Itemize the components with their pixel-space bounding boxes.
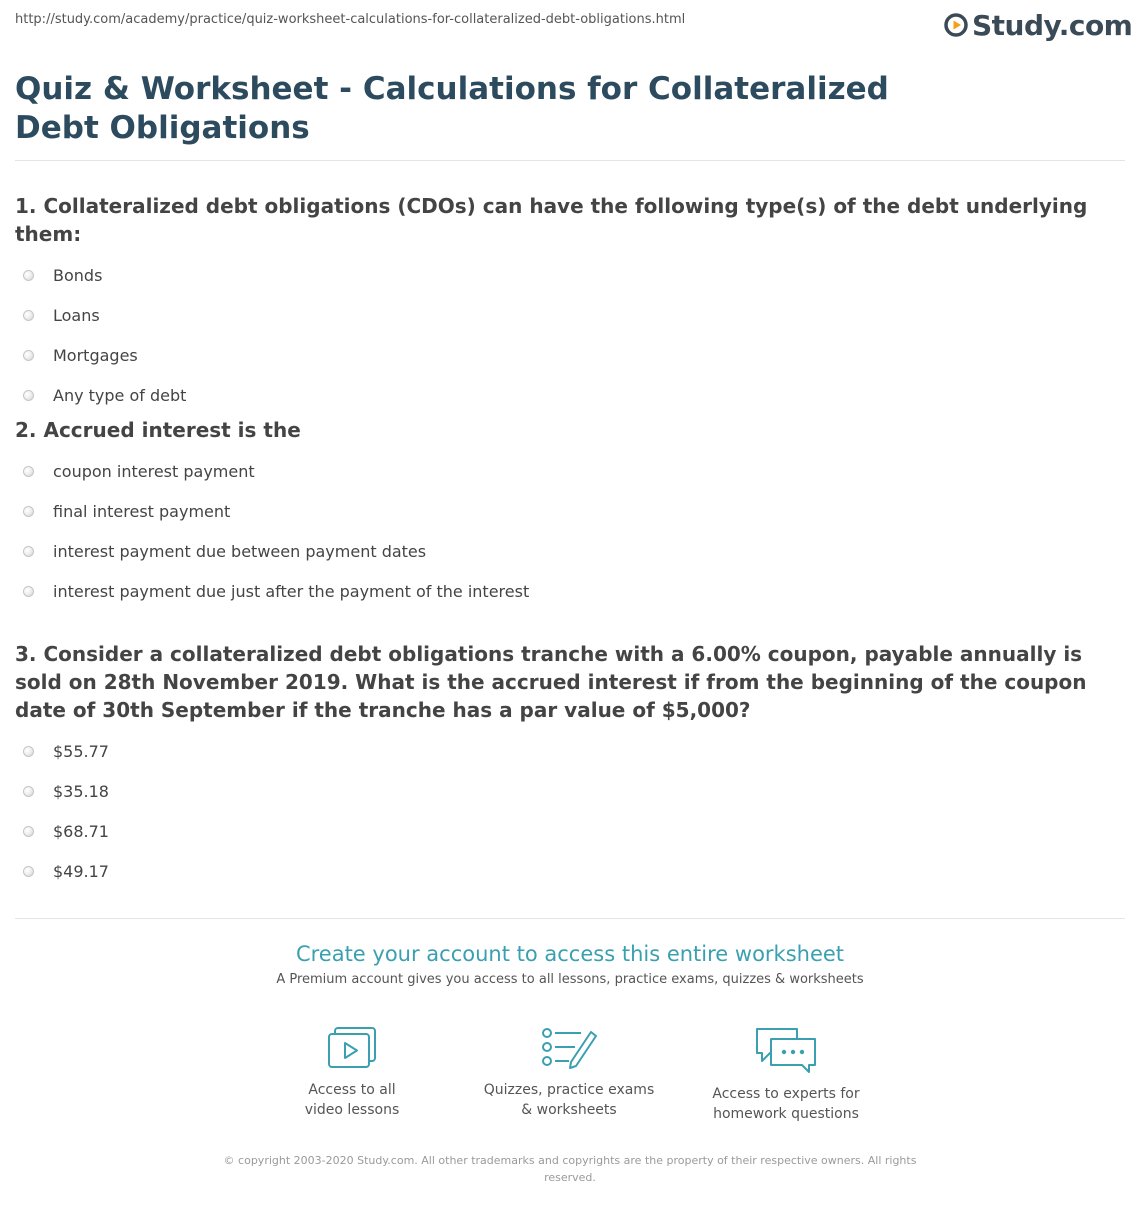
radio-button[interactable]: [23, 466, 34, 477]
study-logo[interactable]: [944, 9, 1132, 41]
radio-button[interactable]: [23, 746, 34, 757]
question-text: 1. Collateralized debt obligations (CDOs) can have the following type(s) of the debt underlying them:: [15, 194, 1088, 246]
feature-label-line: Access to all: [308, 1082, 396, 1098]
feature-label: [469, 1080, 669, 1120]
radio-button[interactable]: [23, 826, 34, 837]
feature-label: [252, 1080, 452, 1120]
radio-button[interactable]: [23, 390, 34, 401]
answer-option[interactable]: [15, 851, 1125, 891]
answer-options: [15, 731, 1125, 891]
feature-experts: [686, 1026, 886, 1124]
question-1: [15, 192, 1125, 415]
copyright-text: © copyright 2003-2020 Study.com. All other trademarks and copyrights are the property of their respective owners. All rights reserved.: [223, 1154, 917, 1184]
feature-label-line: & worksheets: [521, 1102, 617, 1118]
option-label: $49.17: [53, 861, 109, 881]
answer-options: [15, 451, 1125, 611]
answer-option[interactable]: [15, 731, 1125, 771]
feature-label-line: Access to experts for: [712, 1086, 860, 1102]
option-label: interest payment due just after the payment of the interest: [53, 581, 530, 601]
feature-video-lessons: [252, 1026, 452, 1120]
radio-button[interactable]: [23, 786, 34, 797]
question-text: 2. Accrued interest is the: [15, 418, 301, 442]
option-label: coupon interest payment: [53, 461, 255, 481]
option-label: Loans: [53, 305, 100, 325]
question-3: [15, 640, 1125, 891]
answer-option[interactable]: [15, 295, 1125, 335]
answer-option[interactable]: [15, 255, 1125, 295]
answer-option[interactable]: [15, 335, 1125, 375]
feature-label: [686, 1084, 886, 1124]
feature-label-line: Quizzes, practice exams: [483, 1082, 655, 1098]
option-label: final interest payment: [53, 501, 231, 521]
cta-title[interactable]: Create your account to access this entire worksheet: [295, 942, 845, 966]
question-text: 3. Consider a collateralized debt obligations tranche with a 6.00% coupon, payable annually is sold on 28th November 2019. What is the accrued interest if from the beginning of the coupon date of 30th September if the tranche has a par value of $5,000?: [15, 642, 1087, 722]
radio-button[interactable]: [23, 506, 34, 517]
answer-option[interactable]: [15, 491, 1125, 531]
page-url: http://study.com/academy/practice/quiz-worksheet-calculations-for-collateralized-debt-obligations.html: [15, 12, 686, 27]
radio-button[interactable]: [23, 310, 34, 321]
answer-option[interactable]: [15, 571, 1125, 611]
radio-button[interactable]: [23, 866, 34, 877]
answer-option[interactable]: [15, 451, 1125, 491]
play-circle-icon: [944, 13, 968, 37]
radio-button[interactable]: [23, 546, 34, 557]
option-label: $35.18: [53, 781, 109, 801]
answer-options: [15, 255, 1125, 415]
feature-label-line: video lessons: [304, 1102, 400, 1118]
option-label: Mortgages: [53, 345, 138, 365]
chat-bubbles-icon: [754, 1026, 818, 1074]
option-label: Bonds: [53, 265, 103, 285]
radio-button[interactable]: [23, 586, 34, 597]
answer-option[interactable]: [15, 531, 1125, 571]
cta-subtitle: A Premium account gives you access to all lessons, practice exams, quizzes & worksheets: [276, 972, 864, 987]
feature-quizzes: [469, 1026, 669, 1120]
video-lessons-icon: [326, 1026, 378, 1070]
option-label: Any type of debt: [53, 385, 187, 405]
page-title: Quiz & Worksheet - Calculations for Collateralized Debt Obligations: [15, 71, 889, 146]
question-2: [15, 416, 1125, 611]
quiz-checklist-icon: [541, 1026, 597, 1070]
answer-option[interactable]: [15, 811, 1125, 851]
feature-label-line: homework questions: [713, 1106, 859, 1122]
radio-button[interactable]: [23, 350, 34, 361]
option-label: interest payment due between payment dates: [53, 541, 427, 561]
divider: [15, 918, 1125, 919]
answer-option[interactable]: [15, 771, 1125, 811]
radio-button[interactable]: [23, 270, 34, 281]
option-label: $68.71: [53, 821, 109, 841]
option-label: $55.77: [53, 741, 109, 761]
divider: [15, 160, 1125, 161]
logo-text: Study.com: [972, 8, 1133, 42]
answer-option[interactable]: [15, 375, 1125, 415]
